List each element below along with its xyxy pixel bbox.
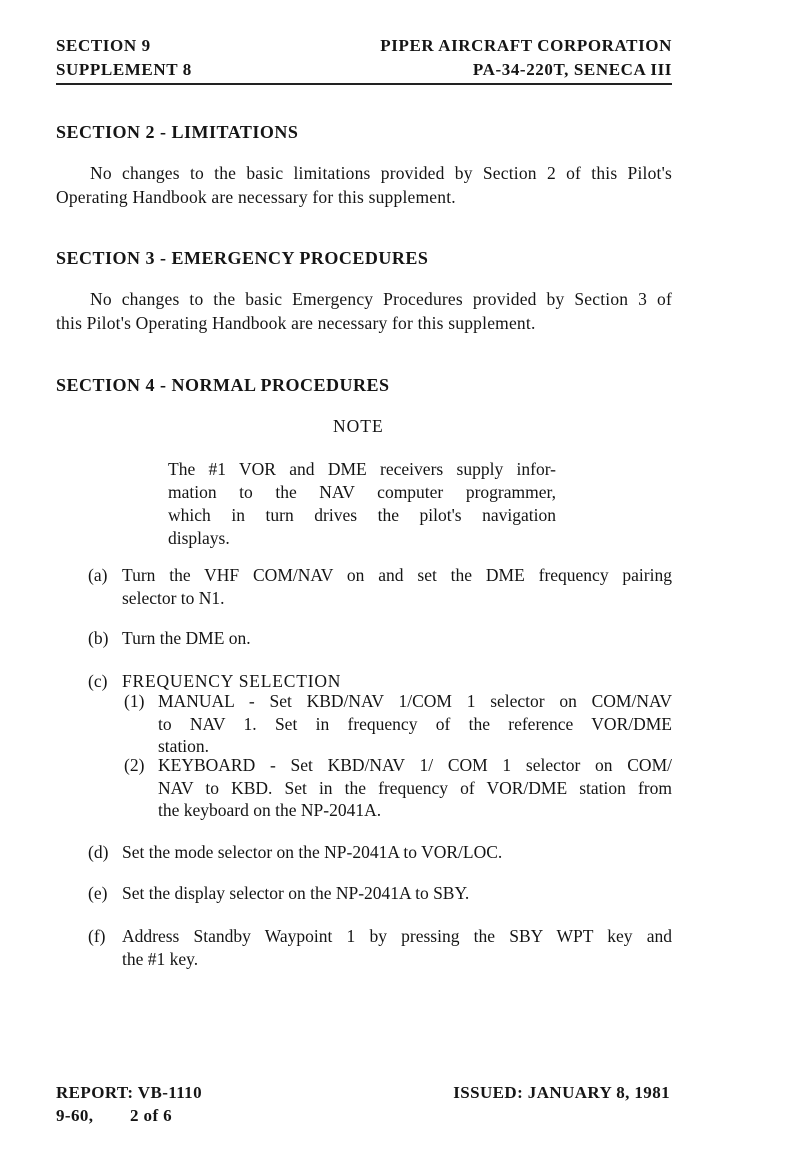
- header-company: PIPER AIRCRAFT CORPORATION: [380, 36, 672, 55]
- step-line: the keyboard on the NP-2041A.: [158, 800, 382, 820]
- paragraph-line: No changes to the basic Emergency Procedures provided by Section 3 of: [90, 289, 672, 309]
- note-line: The #1 VOR and DME receivers supply infor-: [168, 459, 556, 479]
- footer-page-number: 9-60,: [56, 1106, 94, 1125]
- note-line: mation to the NAV computer programmer,: [168, 482, 556, 502]
- header-section: SECTION 9: [56, 36, 151, 55]
- section-2-title: SECTION 2 - LIMITATIONS: [56, 122, 299, 142]
- step-label: (2): [124, 755, 145, 775]
- step-c1: [124, 690, 672, 758]
- note-title: NOTE: [333, 416, 384, 436]
- step-line: selector to N1.: [122, 587, 225, 608]
- step-line: to NAV 1. Set in frequency of the reference VOR/DME: [158, 713, 672, 734]
- section-2-paragraph: [56, 162, 672, 209]
- step-label: (b): [88, 628, 109, 648]
- step-line: NAV to KBD. Set in the frequency of VOR/DME station from: [158, 777, 672, 798]
- header-supplement: SUPPLEMENT 8: [56, 60, 192, 79]
- step-line: Set the display selector on the NP-2041A to SBY.: [122, 883, 470, 903]
- section-3-title: SECTION 3 - EMERGENCY PROCEDURES: [56, 248, 429, 268]
- step-e: [88, 882, 672, 906]
- step-label: (c): [88, 671, 108, 691]
- step-label: (1): [124, 691, 145, 711]
- step-label: (a): [88, 565, 108, 585]
- note-line: displays.: [168, 528, 230, 548]
- step-line: KEYBOARD - Set KBD/NAV 1/ COM 1 selector on COM/: [158, 755, 672, 775]
- header-rule: [56, 83, 672, 85]
- step-label: (d): [88, 842, 109, 862]
- header-model: PA-34-220T, SENECA III: [472, 60, 672, 79]
- step-f: [88, 925, 672, 971]
- section-4-title: SECTION 4 - NORMAL PROCEDURES: [56, 375, 390, 395]
- step-d: [88, 841, 672, 865]
- paragraph-line: this Pilot's Operating Handbook are necessary for this supplement.: [56, 312, 536, 333]
- step-a: [88, 564, 672, 610]
- footer-issued: ISSUED: JANUARY 8, 1981: [453, 1083, 670, 1102]
- step-line: the #1 key.: [122, 948, 199, 969]
- step-line: Turn the DME on.: [122, 628, 251, 648]
- note-body: [168, 458, 556, 550]
- step-line: Turn the VHF COM/NAV on and set the DME frequency pairing: [122, 565, 672, 585]
- step-label: (e): [88, 883, 108, 903]
- step-line: Set the mode selector on the NP-2041A to VOR/LOC.: [122, 842, 503, 862]
- step-line: Address Standby Waypoint 1 by pressing the SBY WPT key and: [122, 926, 672, 946]
- section-3-paragraph: [56, 288, 672, 335]
- note-line: which in turn drives the pilot's navigation: [168, 505, 556, 525]
- step-line: FREQUENCY SELECTION: [122, 671, 342, 691]
- paragraph-line: Operating Handbook are necessary for this supplement.: [56, 186, 456, 207]
- step-c2: [124, 754, 672, 822]
- paragraph-line: No changes to the basic limitations provided by Section 2 of this Pilot's: [90, 163, 672, 183]
- footer-report: REPORT: VB-1110: [56, 1083, 202, 1102]
- footer-page-count: 2 of 6: [130, 1106, 173, 1125]
- step-line: MANUAL - Set KBD/NAV 1/COM 1 selector on COM/NAV: [158, 691, 672, 711]
- step-line: station.: [158, 736, 210, 756]
- step-label: (f): [88, 926, 106, 946]
- step-b: [88, 627, 672, 651]
